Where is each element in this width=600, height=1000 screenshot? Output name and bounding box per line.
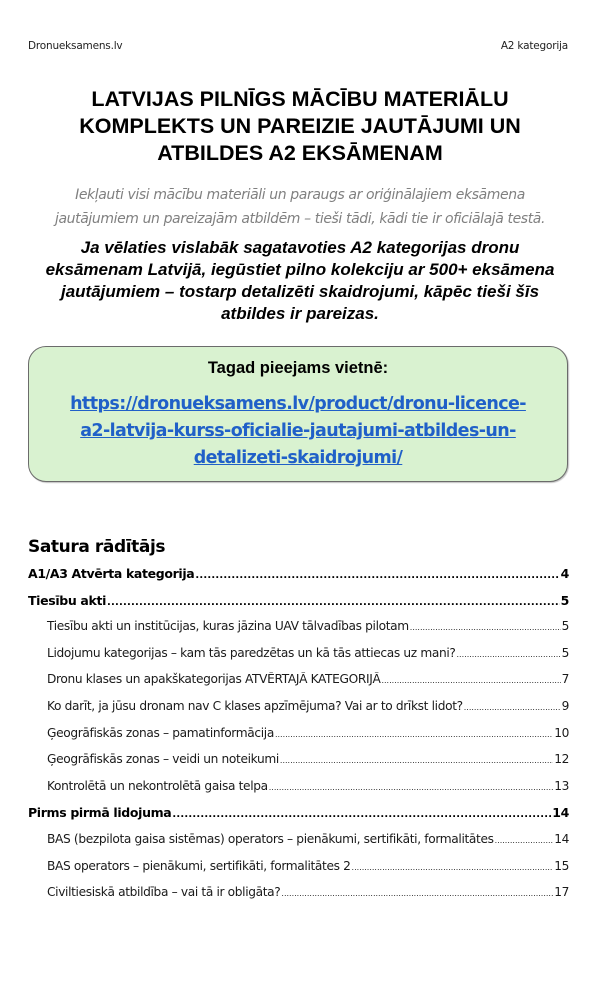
dot-leader bbox=[495, 832, 554, 846]
cta-heading: Tagad pieejams vietnē: bbox=[207, 359, 389, 377]
toc-page-number[interactable]: 12 bbox=[554, 752, 569, 767]
title-line: KOMPLEKTS UN PAREIZIE JAUTĀJUMI UN bbox=[79, 114, 521, 138]
promo-line: atbildes ir pareizas. bbox=[221, 304, 379, 323]
toc-page-number[interactable]: 5 bbox=[561, 645, 569, 660]
toc-entry-text[interactable]: BAS (bezpilota gaisa sistēmas) operators – pienākumi, sertifikāti, formalitātes bbox=[47, 831, 494, 846]
dot-leader bbox=[457, 646, 561, 660]
toc-page-number[interactable]: 9 bbox=[561, 698, 569, 713]
toc-entry-text[interactable]: A1/A3 Atvērta kategorija bbox=[28, 566, 195, 581]
toc-entry-text[interactable]: Pirms pirmā lidojuma bbox=[28, 805, 172, 821]
toc-entry[interactable] bbox=[28, 566, 569, 593]
toc-page-number[interactable]: 5 bbox=[560, 592, 569, 608]
toc-page-number[interactable]: 15 bbox=[554, 858, 569, 873]
toc-entry[interactable] bbox=[28, 619, 569, 646]
toc-entry-text[interactable]: Ģeogrāfiskās zonas – veidi un noteikumi bbox=[47, 752, 279, 767]
toc-entry-text[interactable]: Kontrolētā un nekontrolētā gaisa telpa bbox=[47, 778, 268, 793]
toc-entry-text[interactable]: Lidojumu kategorijas – kam tās paredzētas un kā tās attiecas uz mani? bbox=[47, 645, 456, 660]
toc-entry-text[interactable]: Tiesību akti bbox=[28, 592, 107, 608]
toc-page-number[interactable]: 14 bbox=[552, 805, 569, 821]
toc-entry[interactable] bbox=[28, 699, 569, 726]
dot-leader bbox=[107, 593, 560, 608]
toc-page-number[interactable]: 14 bbox=[554, 831, 569, 846]
product-link-line[interactable]: detalizeti-skaidrojumi/ bbox=[193, 448, 403, 468]
toc-entry[interactable] bbox=[28, 672, 569, 699]
page-title bbox=[20, 86, 580, 167]
dot-leader bbox=[280, 752, 553, 766]
toc-page-number[interactable]: 4 bbox=[560, 566, 569, 581]
toc-entry[interactable] bbox=[28, 726, 569, 753]
toc-entry-text[interactable]: Civiltiesiskā atbildība – vai tā ir obligāta? bbox=[47, 885, 281, 900]
promo-line: jautājumiem – tostarp detalizēti skaidrojumi, kāpēc tieši šīs bbox=[60, 282, 540, 301]
dot-leader bbox=[172, 805, 551, 820]
toc-entry-text[interactable]: Ko darīt, ja jūsu dronam nav C klases apzīmējuma? Vai ar to drīkst lidot? bbox=[47, 698, 463, 713]
promo-line: eksāmenam Latvijā, iegūstiet pilno kolekciju ar 500+ eksāmena bbox=[45, 260, 555, 279]
dot-leader bbox=[281, 885, 553, 899]
toc-page-number[interactable]: 5 bbox=[561, 619, 569, 634]
title-line: ATBILDES A2 EKSĀMENAM bbox=[157, 141, 443, 165]
toc-entry-text[interactable]: Ģeogrāfiskās zonas – pamatinformācija bbox=[47, 725, 274, 740]
toc-entry[interactable] bbox=[28, 593, 569, 620]
product-link[interactable] bbox=[39, 391, 557, 472]
subtitle-line: jautājumiem un pareizajām atbildēm – tieši tādi, kādi tie ir oficiālajā testā. bbox=[54, 211, 546, 227]
toc-entry[interactable] bbox=[28, 859, 569, 886]
toc-page-number[interactable]: 17 bbox=[554, 885, 569, 900]
toc-entry[interactable] bbox=[28, 885, 569, 912]
dot-leader bbox=[381, 672, 560, 686]
promo-text bbox=[20, 237, 580, 325]
product-link-line[interactable]: a2-latvija-kurss-oficialie-jautajumi-atbildes-un- bbox=[80, 421, 516, 441]
toc-entry[interactable] bbox=[28, 779, 569, 806]
dot-leader bbox=[195, 566, 559, 581]
toc-title: Satura rādītājs bbox=[28, 537, 166, 557]
toc-entry-text[interactable]: BAS operators – pienākumi, sertifikāti, formalitātes 2 bbox=[47, 858, 351, 873]
promo-line: Ja vēlaties vislabāk sagatavoties A2 kategorijas dronu bbox=[80, 238, 520, 257]
product-link-line[interactable]: https://dronueksamens.lv/product/dronu-licence- bbox=[70, 394, 526, 414]
dot-leader bbox=[269, 779, 553, 793]
dot-leader bbox=[410, 619, 561, 633]
subtitle bbox=[20, 183, 580, 231]
toc-entry[interactable] bbox=[28, 832, 569, 859]
title-line: LATVIJAS PILNĪGS MĀCĪBU MATERIĀLU bbox=[91, 87, 509, 111]
cta-box bbox=[28, 346, 568, 482]
subtitle-line: Iekļauti visi mācību materiāli un paraugs ar oriģinālajiem eksāmena bbox=[75, 187, 525, 203]
table-of-contents bbox=[28, 566, 569, 912]
toc-entry-text[interactable]: Dronu klases un apakškategorijas ATVĒRTAJĀ KATEGORIJĀ bbox=[47, 672, 381, 687]
dot-leader bbox=[275, 726, 553, 740]
toc-page-number[interactable]: 13 bbox=[554, 778, 569, 793]
toc-entry[interactable] bbox=[28, 805, 569, 832]
toc-page-number[interactable]: 10 bbox=[554, 725, 569, 740]
dot-leader bbox=[464, 699, 561, 713]
dot-leader bbox=[352, 859, 554, 873]
toc-entry[interactable] bbox=[28, 646, 569, 673]
toc-entry[interactable] bbox=[28, 752, 569, 779]
header-category: A2 kategorija bbox=[500, 40, 568, 52]
toc-entry-text[interactable]: Tiesību akti un institūcijas, kuras jāzina UAV tālvadības pilotam bbox=[47, 619, 409, 634]
header-site-name: Dronueksamens.lv bbox=[28, 40, 123, 52]
toc-page-number[interactable]: 7 bbox=[561, 672, 569, 687]
